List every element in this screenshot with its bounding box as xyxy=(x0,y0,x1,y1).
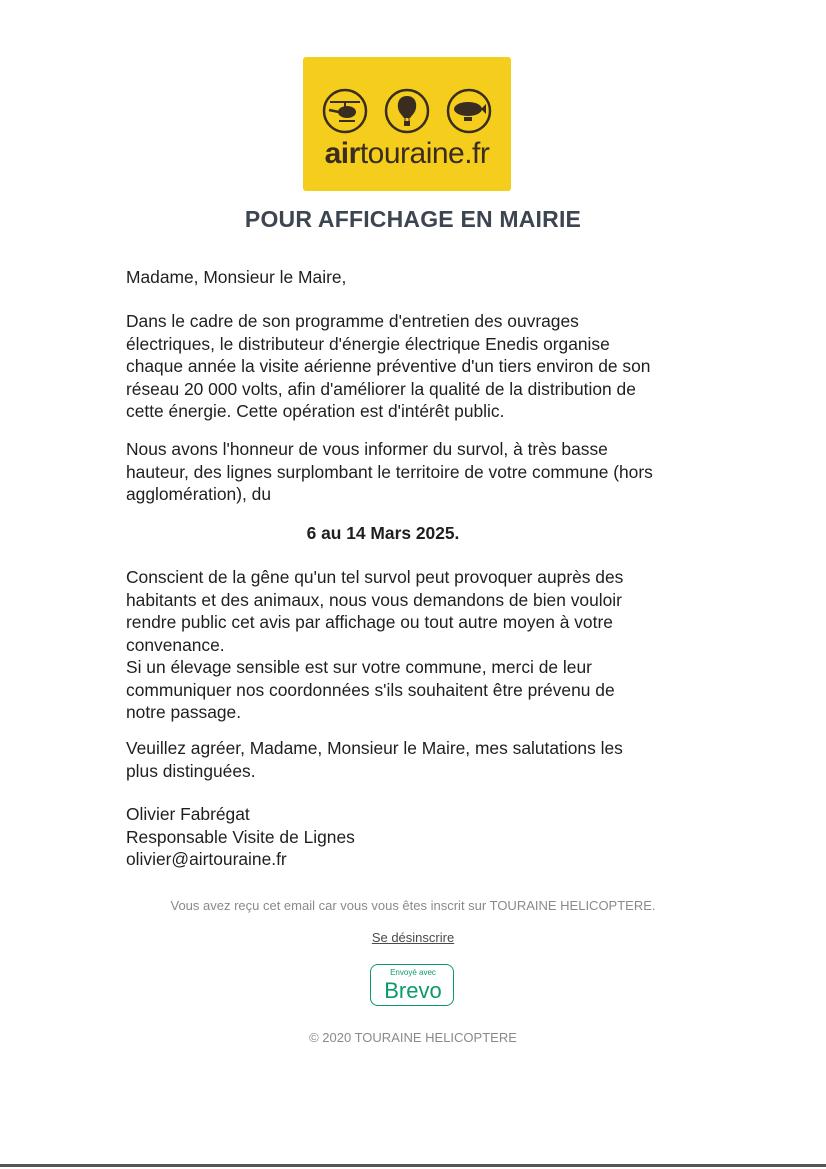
paragraph-1: Dans le cadre de son programme d'entretien des ouvrages électriques, le distributeur d'énergie électrique Enedis organise chaque année la visite aérienne préventive d'un tiers environ de son réseau 20 000 volts, afin d'améliorer la qualité de la distribution de cette énergie. Cette opération est d'intérêt public. xyxy=(126,311,651,421)
brevo-logo: Brevo xyxy=(384,978,442,1003)
closing: Veuillez agréer, Madame, Monsieur le Maire, mes salutations les plus distinguées. xyxy=(126,738,623,781)
survey-dates: 6 au 14 Mars 2025. xyxy=(306,523,460,543)
signature-email[interactable]: olivier@airtouraine.fr xyxy=(126,849,287,869)
subscription-note: Vous avez reçu cet email car vous vous êtes inscrit sur TOURAINE HELICOPTERE. xyxy=(170,898,656,913)
hot-air-balloon-icon xyxy=(383,87,431,135)
airship-icon xyxy=(445,87,493,135)
logo-icons xyxy=(303,87,511,139)
scan-edge-divider xyxy=(0,1164,826,1167)
paragraph-3: Conscient de la gêne qu'un tel survol peut provoquer auprès des habitants et des animaux, nous vous demandons de bien vouloir rendre public cet avis par affichage ou tout autre moyen à votre convenance. Si un élevage sensible est sur votre commune, merci de leur communiquer nos coordonnées s'ils souhaitent être prévenu de notre passage. xyxy=(126,567,624,722)
signature xyxy=(126,803,706,871)
airtouraine-logo xyxy=(303,57,511,191)
salutation: Madame, Monsieur le Maire, xyxy=(126,267,347,287)
brevo-badge[interactable] xyxy=(370,964,454,1006)
signature-name: Olivier Fabrégat xyxy=(126,804,250,824)
brevo-sent-label: Envoyé avec xyxy=(390,968,436,977)
signature-role: Responsable Visite de Lignes xyxy=(126,826,355,847)
page-title: POUR AFFICHAGE EN MAIRIE xyxy=(244,206,582,232)
copyright: © 2020 TOURAINE HELICOPTERE xyxy=(309,1030,517,1045)
paragraph-2: Nous avons l'honneur de vous informer du survol, à très basse hauteur, des lignes surplombant le territoire de votre commune (hors agglomération), du xyxy=(126,439,653,504)
unsubscribe-link[interactable]: Se désinscrire xyxy=(371,930,455,945)
logo-wordmark: airtouraine.fr xyxy=(324,137,490,170)
helicopter-icon xyxy=(321,87,369,135)
